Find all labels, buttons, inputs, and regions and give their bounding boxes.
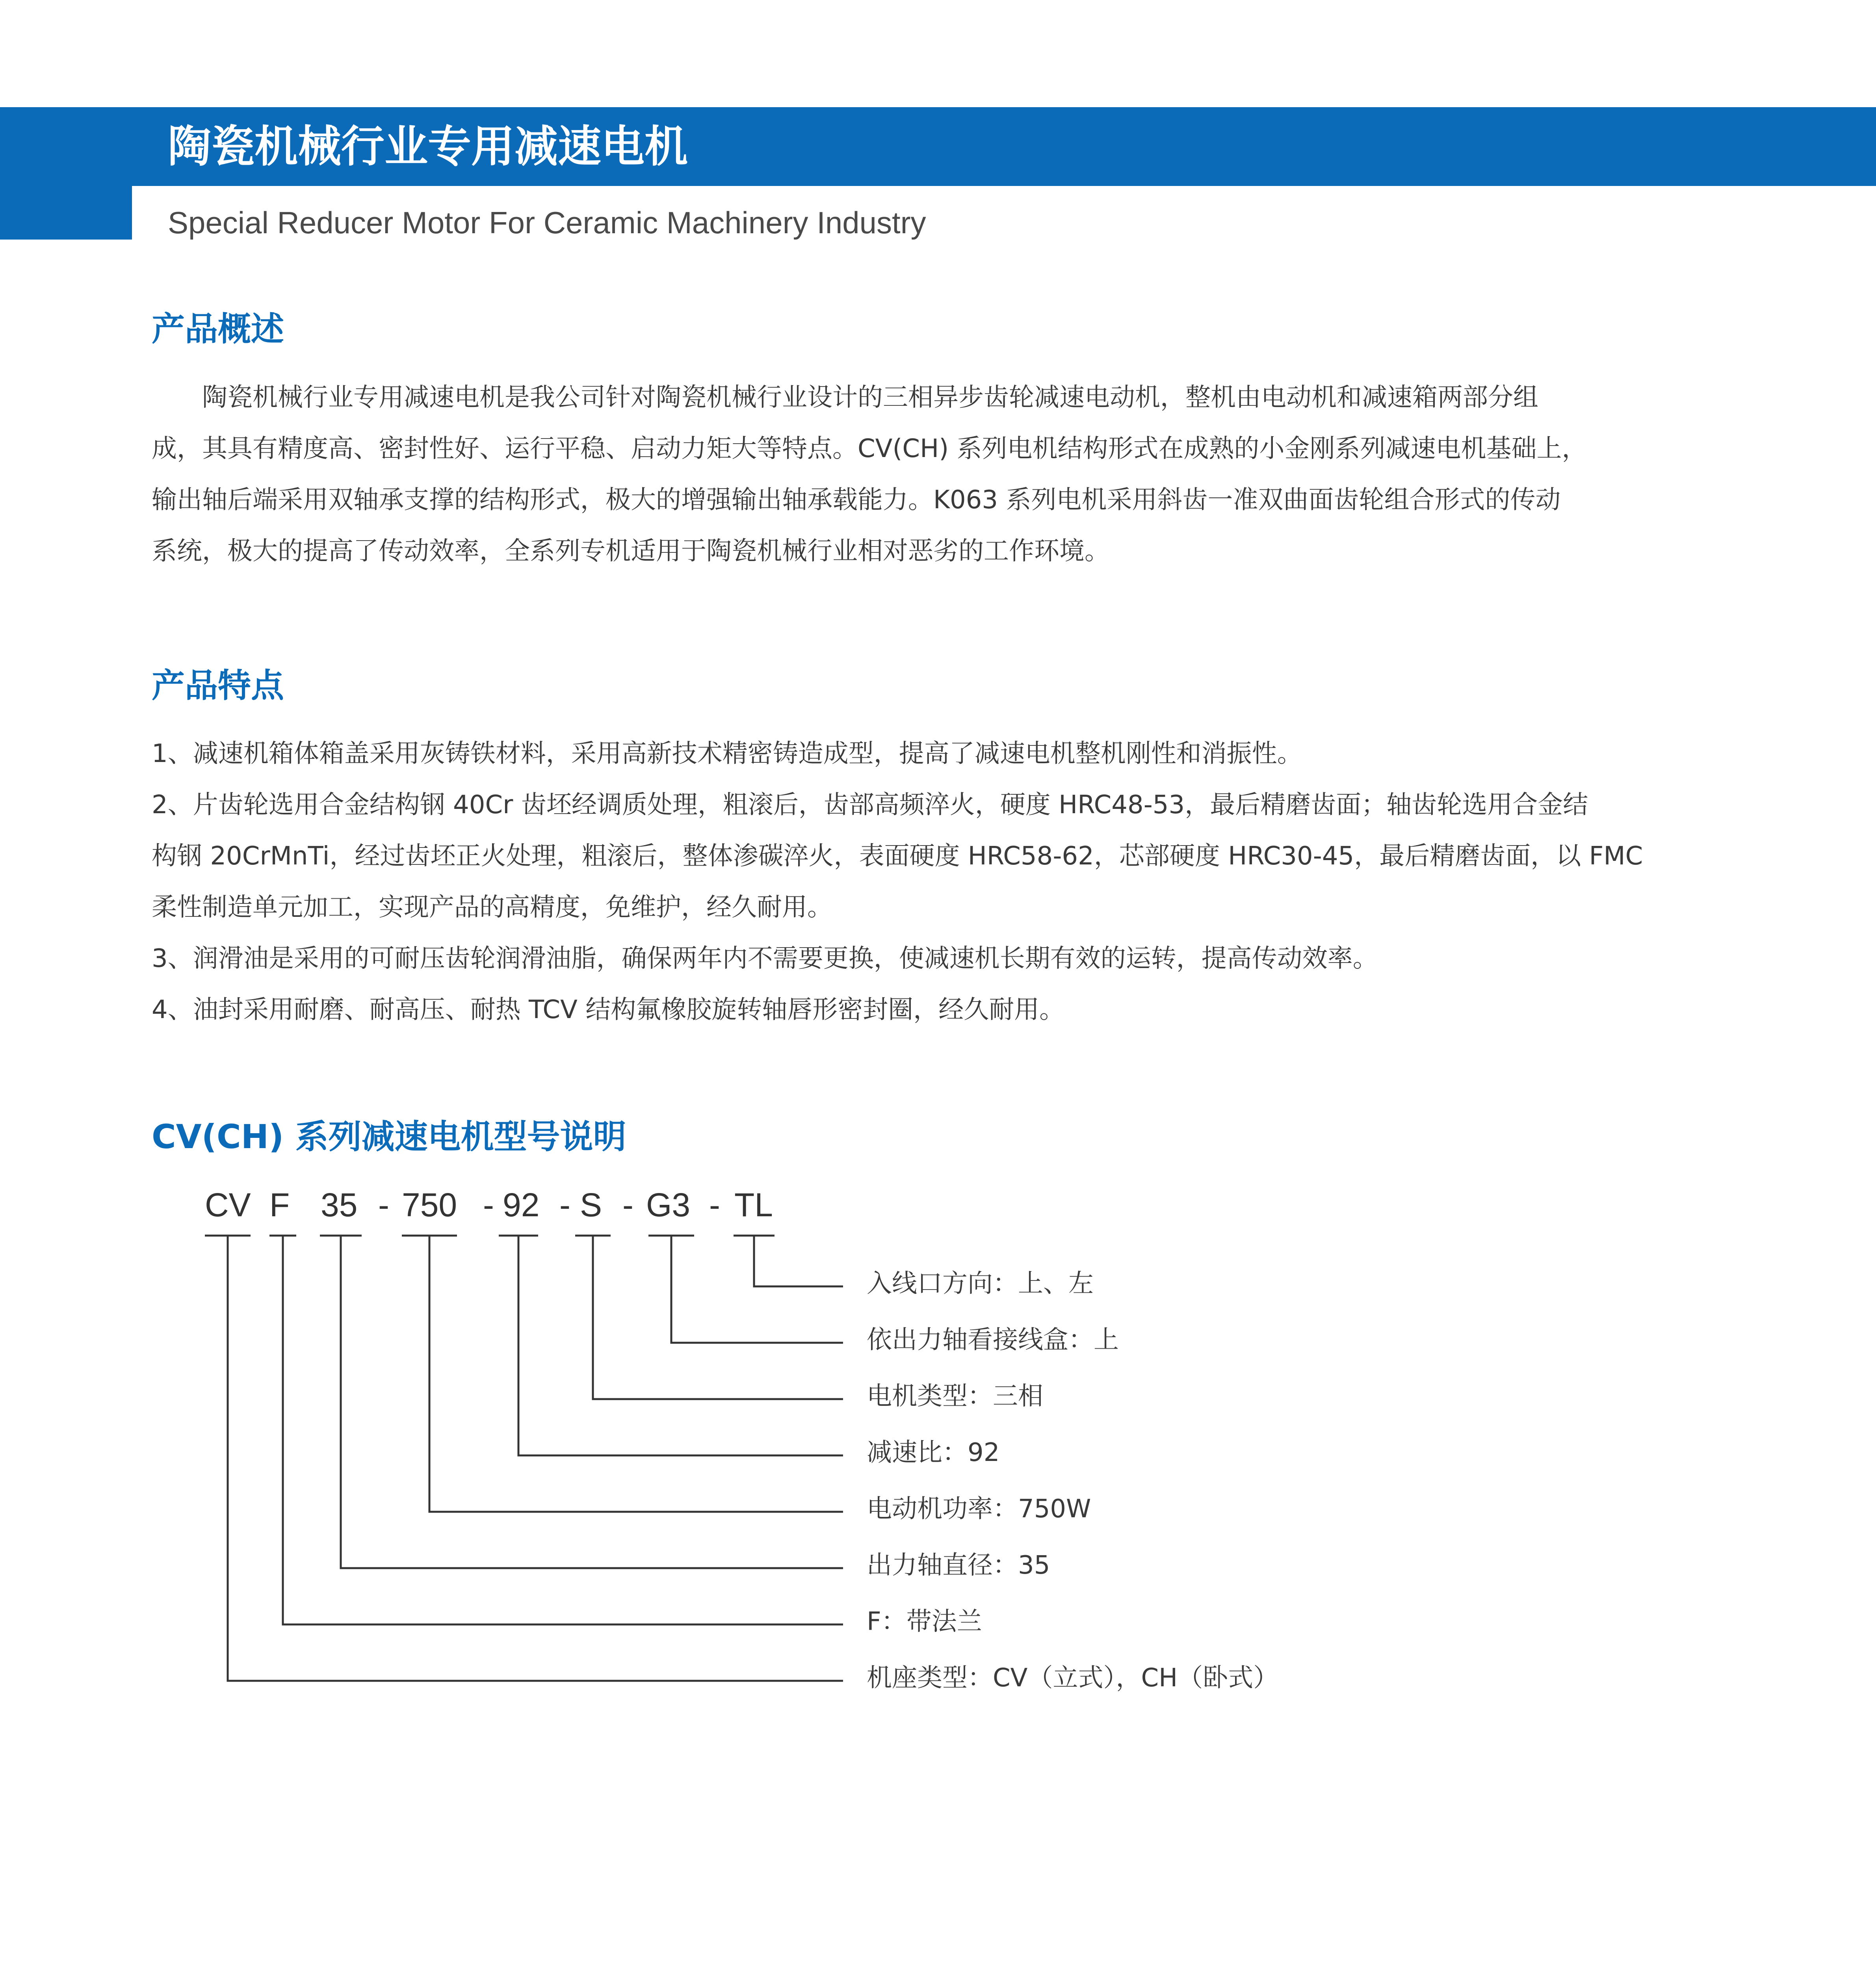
code-separator: - bbox=[378, 1186, 389, 1223]
feature-line: 柔性制造单元加工，实现产品的高精度，免维护，经久耐用。 bbox=[152, 893, 832, 922]
label-shaft-diameter: 出力轴直径：35 bbox=[867, 1551, 1050, 1580]
feature-line: 2、片齿轮选用合金结构钢 40Cr 齿坯经调质处理，粗滚后，齿部高频淬火，硬度 HRC48-53，最后精磨齿面；轴齿轮选用合金结 bbox=[152, 790, 1588, 820]
leader-junction-box bbox=[671, 1236, 843, 1343]
code-part-power: 750 bbox=[402, 1186, 457, 1223]
label-power: 电动机功率：750W bbox=[867, 1494, 1091, 1524]
code-separator: - bbox=[559, 1186, 570, 1223]
leader-motor-type bbox=[593, 1236, 843, 1399]
label-frame-type: 机座类型：CV（立式），CH（卧式） bbox=[867, 1663, 1279, 1693]
feature-line: 4、油封采用耐磨、耐高压、耐热 TCV 结构氟橡胶旋转轴唇形密封圈，经久耐用。 bbox=[152, 995, 1065, 1024]
code-part-series: CV bbox=[205, 1186, 251, 1223]
code-part-motor-type: S bbox=[580, 1186, 602, 1223]
feature-line: 1、减速机箱体箱盖采用灰铸铁材料，采用高新技术精密铸造成型，提高了减速电机整机刚性和消振性。 bbox=[152, 739, 1302, 768]
label-motor-type: 电机类型：三相 bbox=[867, 1382, 1043, 1411]
code-part-junction-box: G3 bbox=[646, 1186, 691, 1223]
overview-line: 输出轴后端采用双轴承支撑的结构形式，极大的增强输出轴承载能力。K063 系列电机采用斜齿一准双曲面齿轮组合形式的传动 bbox=[152, 485, 1561, 515]
model-heading: CV(CH) 系列减速电机型号说明 bbox=[152, 1117, 626, 1156]
overview-line: 陶瓷机械行业专用减速电机是我公司针对陶瓷机械行业设计的三相异步齿轮减速电动机，整机由电动机和减速箱两部分组 bbox=[202, 383, 1538, 412]
leader-series bbox=[228, 1236, 843, 1681]
page-title: 陶瓷机械行业专用减速电机 bbox=[168, 121, 688, 172]
code-part-inlet: TL bbox=[734, 1186, 773, 1223]
code-separator: - bbox=[622, 1186, 633, 1223]
leader-ratio bbox=[518, 1236, 843, 1455]
overview-heading: 产品概述 bbox=[152, 310, 284, 348]
code-part-ratio: 92 bbox=[503, 1186, 540, 1223]
code-part-shaft: 35 bbox=[321, 1186, 358, 1223]
leader-inlet bbox=[754, 1236, 843, 1286]
overview-line: 系统，极大的提高了传动效率，全系列专机适用于陶瓷机械行业相对恶劣的工作环境。 bbox=[152, 537, 1110, 566]
code-separator: - bbox=[483, 1186, 494, 1223]
code-part-flange: F bbox=[269, 1186, 290, 1223]
page-subtitle: Special Reducer Motor For Ceramic Machinery Industry bbox=[168, 205, 926, 240]
code-separator: - bbox=[709, 1186, 720, 1223]
label-flange: F：带法兰 bbox=[867, 1607, 982, 1636]
leader-flange bbox=[283, 1236, 843, 1624]
leader-power bbox=[429, 1236, 843, 1512]
feature-line: 构钢 20CrMnTi，经过齿坯正火处理，粗滚后，整体渗碳淬火，表面硬度 HRC58-62，芯部硬度 HRC30-45，最后精磨齿面，以 FMC bbox=[152, 842, 1643, 871]
features-heading: 产品特点 bbox=[152, 666, 284, 705]
label-inlet-direction: 入线口方向：上、左 bbox=[867, 1269, 1094, 1298]
feature-line: 3、润滑油是采用的可耐压齿轮润滑油脂，确保两年内不需要更换，使减速机长期有效的运转，提高传动效率。 bbox=[152, 944, 1378, 973]
overview-line: 成，其具有精度高、密封性好、运行平稳、启动力矩大等特点。CV(CH) 系列电机结构形式在成熟的小金刚系列减速电机基础上， bbox=[152, 434, 1587, 463]
label-ratio: 减速比：92 bbox=[867, 1438, 1000, 1467]
label-junction-box: 依出力轴看接线盒：上 bbox=[867, 1325, 1119, 1355]
